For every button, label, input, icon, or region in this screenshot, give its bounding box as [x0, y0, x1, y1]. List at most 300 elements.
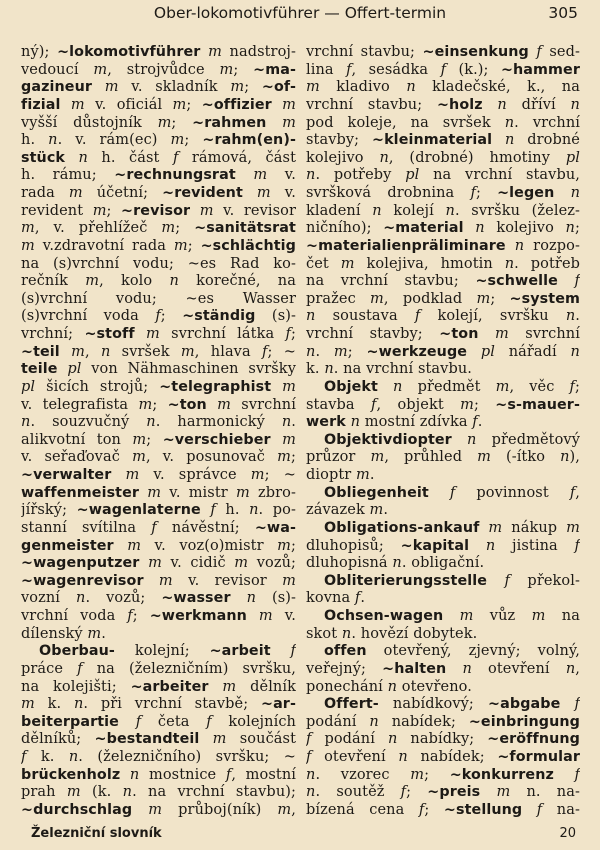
grammar-tag: m — [208, 44, 222, 60]
headword: ~durchschlag — [21, 801, 133, 818]
dictionary-line — [21, 467, 296, 485]
definition-text: ; — [106, 202, 122, 219]
grammar-tag: n — [445, 202, 455, 219]
grammar-tag: f — [504, 572, 510, 589]
grammar-tag: pl — [565, 149, 580, 166]
definition-text: v. správce — [139, 467, 251, 483]
definition-text: , — [575, 484, 580, 501]
grammar-tag: f — [470, 185, 476, 201]
grammar-tag: m — [494, 326, 509, 342]
definition-text: ; — [424, 801, 444, 818]
grammar-tag: f — [370, 396, 377, 413]
grammar-tag: f — [449, 484, 456, 501]
grammar-tag: n — [387, 731, 398, 748]
definition-text — [247, 608, 259, 624]
definition-text: ; — [146, 431, 163, 448]
grammar-tag: n — [369, 713, 379, 730]
dictionary-line — [21, 520, 296, 538]
header-title: Ober-lokomotivführer — Offert-termin — [153, 4, 447, 22]
dictionary-line — [306, 150, 580, 168]
definition-text: ; ~ — [264, 467, 296, 483]
definition-text: drobné — [514, 132, 580, 149]
definition-text: . v. rám(ec) — [57, 132, 171, 149]
definition-text: kolejní; — [114, 643, 210, 660]
dictionary-line — [306, 397, 580, 415]
grammar-tag: m — [370, 290, 384, 307]
definition-text: bízená cena — [306, 801, 419, 818]
headword: Objektivdiopter — [324, 431, 452, 448]
definition-text: stavby; — [306, 132, 372, 149]
grammar-tag: f — [285, 326, 291, 342]
definition-text: nabídky; — [397, 731, 488, 748]
dictionary-line — [21, 573, 296, 591]
dictionary-line — [306, 573, 580, 591]
headword: ~teil — [21, 343, 60, 360]
definition-text: na vrchní stavbu; — [306, 273, 476, 290]
grammar-tag: f — [574, 696, 580, 713]
definition-text: dluhopisů; — [306, 537, 401, 554]
headword: ~einsenkung — [422, 44, 529, 60]
grammar-tag: n — [570, 96, 580, 113]
dictionary-line — [306, 802, 580, 820]
dictionary-line — [21, 132, 296, 150]
headword: ~einbringung — [468, 713, 580, 730]
grammar-tag — [364, 820, 373, 821]
dictionary-line — [306, 555, 580, 573]
grammar-tag: m — [282, 114, 296, 131]
definition-text — [201, 502, 211, 518]
grammar-tag: n — [570, 343, 580, 360]
definition-text — [58, 361, 68, 377]
grammar-tag: n — [393, 378, 403, 395]
grammar-tag: m — [158, 572, 173, 589]
definition-text: , (drobné) hmotiny — [388, 149, 566, 166]
grammar-tag: m — [132, 449, 146, 466]
grammar-tag: m — [277, 801, 292, 818]
definition-text: (s)- — [255, 308, 296, 325]
headword: ~werkzeuge — [366, 343, 468, 360]
definition-text — [231, 590, 247, 606]
definition-text: k. — [306, 361, 325, 378]
grammar-tag: m — [234, 555, 249, 572]
dictionary-line — [306, 520, 580, 538]
grammar-tag: n — [306, 167, 316, 184]
grammar-tag: m — [333, 343, 348, 360]
definition-text: ; — [475, 185, 498, 201]
dictionary-line — [21, 608, 296, 626]
dictionary-line — [306, 696, 580, 714]
definition-text: (s)- — [256, 590, 296, 607]
definition-text: v. oficiál — [84, 96, 173, 113]
grammar-tag: n — [169, 273, 179, 290]
headword: Oberbau- — [39, 643, 115, 660]
dictionary-line — [21, 326, 296, 344]
definition-text: kolejiva, hmotin — [354, 255, 505, 272]
definition-text: , kolo — [99, 273, 170, 290]
grammar-tag: f — [418, 801, 425, 818]
definition-text: , objekt — [376, 396, 461, 413]
definition-text: skot — [306, 625, 342, 642]
dictionary-line — [306, 608, 580, 626]
grammar-tag: n — [475, 220, 485, 237]
grammar-tag: n — [504, 114, 515, 131]
headword: ~holz — [436, 96, 483, 113]
definition-text: předmět — [402, 378, 496, 395]
grammar-tag: n — [73, 696, 84, 713]
headword: ~ständig — [182, 308, 256, 325]
definition-text: . — [477, 414, 483, 431]
definition-text — [114, 538, 128, 554]
headword: ~wasser — [161, 590, 231, 607]
grammar-tag: m — [476, 290, 491, 307]
dictionary-line — [21, 502, 296, 520]
definition-text: ; — [473, 396, 496, 413]
definition-text: rozpo- — [524, 237, 580, 254]
grammar-tag: m — [93, 61, 108, 78]
grammar-tag: pl — [480, 343, 495, 360]
grammar-tag: n — [467, 431, 477, 448]
definition-text: nákup — [502, 519, 567, 536]
definition-text: ; — [347, 343, 367, 360]
definition-text — [558, 273, 575, 289]
definition-text: prah — [21, 784, 67, 801]
grammar-tag: m — [253, 167, 268, 184]
definition-text: (k.); — [446, 61, 501, 78]
definition-text — [469, 538, 486, 554]
grammar-tag: m — [68, 185, 83, 201]
grammar-tag: n — [324, 361, 334, 378]
headword: Offert- — [324, 696, 379, 713]
definition-text: k. — [34, 696, 74, 713]
definition-text — [218, 820, 253, 821]
grammar-tag: n — [129, 766, 140, 783]
definition-text: ; — [186, 96, 202, 113]
definition-text: ; — [575, 220, 580, 237]
definition-text: na vrchní stavbu, — [419, 167, 580, 184]
definition-text: pod koleje, na svršek — [306, 114, 505, 131]
dictionary-line — [306, 767, 580, 785]
page-number: 305 — [548, 4, 578, 22]
definition-text — [61, 97, 71, 113]
definition-text — [271, 432, 282, 448]
definition-text — [120, 767, 130, 783]
definition-text: vyšší důstojník — [21, 114, 158, 131]
definition-text: dříví — [506, 96, 571, 113]
definition-text: , sesádka — [351, 61, 441, 78]
definition-text — [487, 573, 504, 589]
grammar-tag: pl — [67, 361, 82, 378]
grammar-tag: pl — [405, 167, 420, 184]
definition-text: ; — [424, 766, 450, 783]
dictionary-line — [21, 62, 296, 80]
grammar-tag: f — [206, 713, 212, 730]
grammar-tag: f — [225, 766, 232, 783]
grammar-tag: n — [100, 343, 111, 360]
grammar-tag: n — [504, 255, 515, 272]
definition-text — [522, 802, 537, 818]
grammar-tag: m — [71, 343, 85, 360]
dictionary-line — [21, 167, 296, 185]
headword: Ochsen-wagen — [324, 608, 444, 624]
definition-text: ; — [171, 114, 193, 131]
definition-text: v.zdravotní rada — [34, 237, 174, 254]
dictionary-line — [306, 485, 580, 503]
definition-text: ; — [233, 61, 254, 78]
definition-text: . potřeby — [315, 167, 406, 184]
grammar-tag: f — [77, 660, 83, 677]
definition-text — [373, 820, 463, 821]
definition-text: v. — [270, 185, 296, 201]
definition-text: h. část — [87, 149, 173, 166]
definition-text: , — [291, 801, 296, 818]
dictionary-line — [21, 256, 296, 274]
headword: ~hammer — [500, 61, 580, 78]
grammar-tag: n — [341, 625, 352, 642]
grammar-tag: m — [531, 608, 546, 624]
definition-text — [243, 185, 257, 201]
definition-text: ; — [132, 608, 150, 624]
dictionary-line — [306, 502, 580, 520]
headword: Objekt — [324, 378, 378, 395]
grammar-tag: n — [306, 784, 316, 801]
dictionary-line — [21, 432, 296, 450]
grammar-tag: m — [85, 273, 100, 290]
grammar-tag: m — [199, 202, 214, 219]
headword: offen — [324, 643, 367, 660]
definition-text — [554, 767, 575, 783]
definition-text: vrchní stavbu; — [306, 96, 437, 113]
definition-text: jistina — [495, 537, 575, 554]
headword: ~material — [383, 220, 464, 237]
definition-text: kladení — [306, 202, 373, 219]
definition-text: v. telegrafista — [21, 396, 139, 413]
definition-text: n. na- — [510, 784, 580, 801]
grammar-tag: m — [87, 625, 102, 642]
definition-text: . — [291, 414, 296, 431]
definition-text: kolejních — [211, 713, 296, 730]
headword: ~bestandteil — [94, 731, 200, 748]
grammar-tag: m — [217, 396, 231, 413]
grammar-tag: m — [410, 766, 425, 783]
headword: ~preis — [427, 784, 481, 801]
definition-text — [199, 731, 212, 747]
definition-text: h. — [215, 502, 250, 519]
definition-text — [492, 132, 505, 148]
definition-text: h. — [21, 132, 49, 149]
grammar-tag: m — [258, 608, 273, 624]
dictionary-line — [306, 731, 580, 749]
definition-text: návěstní; — [156, 519, 255, 536]
definition-text — [132, 802, 148, 818]
headword: ~telegraphist — [159, 378, 272, 395]
definition-text: stanní svítilna — [21, 519, 152, 536]
definition-text: svrchní látka — [159, 326, 286, 342]
dictionary-line — [306, 432, 580, 450]
definition-text — [271, 379, 282, 395]
grammar-tag: n — [306, 343, 316, 360]
definition-text: práce — [21, 660, 78, 677]
dictionary-line — [21, 731, 296, 749]
definition-text: . při vrchní stavbě; — [83, 696, 261, 713]
dictionary-line — [306, 379, 580, 397]
grammar-tag: f — [172, 149, 179, 166]
definition-text: kolejivo — [484, 220, 566, 237]
grammar-tag: m — [172, 96, 187, 113]
headword: genmeister — [21, 537, 114, 554]
definition-text: v. skladník — [118, 79, 231, 96]
dictionary-line — [21, 79, 296, 97]
grammar-tag: m — [138, 396, 153, 413]
definition-text: k. — [26, 749, 69, 765]
headword: werk — [306, 414, 346, 431]
grammar-tag: m — [277, 537, 291, 554]
definition-text — [429, 485, 450, 501]
running-header — [0, 4, 600, 26]
dictionary-line — [306, 238, 580, 256]
headword: ~offizier — [201, 96, 272, 113]
grammar-tag: m — [21, 696, 35, 713]
definition-text: dílenský — [21, 625, 88, 642]
definition-text: svrchní — [508, 326, 580, 342]
definition-text: . — [369, 467, 375, 483]
definition-text: sed- — [541, 44, 580, 60]
definition-text: otevření — [471, 660, 566, 677]
headword: ~s-mauer- — [495, 396, 580, 413]
dictionary-line — [306, 538, 580, 556]
definition-text: nabídek; — [407, 749, 498, 765]
dictionary-line — [21, 379, 296, 397]
definition-text: , hlava — [194, 343, 262, 360]
definition-text: v. revisor — [213, 202, 296, 219]
definition-text — [378, 379, 393, 395]
grammar-tag: n — [146, 414, 156, 431]
grammar-tag: f — [155, 308, 161, 325]
grammar-tag: f — [306, 749, 312, 765]
definition-text: vozní — [21, 590, 76, 607]
definition-text: četa — [141, 713, 207, 730]
definition-text: . — [575, 308, 580, 325]
headword: ~wagenrevisor — [21, 572, 144, 589]
dictionary-line — [21, 643, 296, 661]
grammar-tag: m — [148, 555, 162, 572]
headword: ~kleinmaterial — [372, 132, 493, 149]
headword: ~werkmann — [149, 608, 247, 624]
right-column — [306, 44, 580, 820]
definition-text: na (železničním) svršku, — [82, 660, 296, 677]
definition-text: průzor — [306, 449, 371, 466]
definition-text — [266, 115, 282, 131]
footer-book-title: Železniční slovník — [31, 826, 162, 841]
headword: ~schwelle — [475, 273, 558, 290]
definition-text — [60, 344, 71, 360]
definition-text: veřejný; — [306, 660, 383, 677]
headword: ~revident — [162, 185, 243, 201]
definition-text: podání — [311, 731, 388, 748]
dictionary-line — [21, 485, 296, 503]
definition-text: zbro- — [249, 484, 296, 501]
dictionary-line — [306, 167, 580, 185]
grammar-tag: n — [514, 237, 525, 254]
grammar-tag: f — [574, 537, 580, 554]
grammar-tag: n — [379, 149, 389, 166]
grammar-tag: m — [488, 519, 503, 536]
definition-text: průboj(ník) — [162, 801, 278, 818]
grammar-tag: f — [210, 502, 216, 519]
dictionary-line — [306, 820, 580, 821]
grammar-tag: f — [400, 784, 407, 801]
headword: ~system — [509, 290, 580, 307]
grammar-tag: f — [536, 801, 543, 818]
definition-text — [480, 784, 496, 800]
grammar-tag: m — [230, 79, 245, 96]
dictionary-line — [21, 767, 296, 785]
headword: waffenmeister — [21, 484, 140, 501]
dictionary-line — [21, 449, 296, 467]
definition-text: ; — [184, 132, 203, 149]
dictionary-line — [306, 679, 580, 697]
definition-text — [554, 185, 570, 201]
definition-text: dioptr — [306, 467, 356, 483]
headword: ~arbeiter — [130, 678, 209, 695]
dictionary-line — [306, 203, 580, 221]
definition-text — [207, 397, 217, 413]
definition-text: (k. — [80, 784, 123, 801]
definition-text: . vrchní — [514, 114, 580, 131]
definition-text: ničního); — [306, 220, 384, 237]
grammar-tag: f — [472, 414, 478, 431]
definition-text: rečník — [21, 273, 86, 290]
dictionary-line — [306, 414, 580, 432]
definition-text: . vzorec — [315, 766, 411, 783]
grammar-tag: m — [477, 449, 491, 466]
definition-text — [446, 661, 462, 677]
definition-text — [443, 608, 459, 624]
definition-text: dělníků; — [21, 731, 95, 748]
definition-text — [65, 150, 78, 166]
grammar-tag: m — [219, 61, 234, 78]
grammar-tag: m — [277, 449, 291, 466]
grammar-tag: n — [392, 555, 402, 572]
grammar-tag: m — [157, 114, 172, 131]
headword: fizial — [21, 96, 61, 113]
dictionary-line — [21, 291, 296, 309]
definition-text: h. rámu; — [21, 167, 115, 184]
grammar-tag: m — [306, 79, 320, 96]
definition-text: vrchní voda — [21, 608, 128, 624]
definition-text: jířský; — [21, 502, 77, 519]
grammar-tag: f — [135, 713, 142, 730]
dictionary-line — [21, 238, 296, 256]
dictionary-line — [21, 661, 296, 679]
definition-text: . — [383, 502, 389, 519]
definition-text: svršek — [110, 343, 181, 360]
headword: ~rahmen — [192, 114, 267, 131]
grammar-tag: n — [462, 660, 472, 677]
grammar-tag: n — [372, 202, 382, 219]
definition-text: , mostní — [231, 766, 296, 783]
dictionary-line — [306, 590, 580, 608]
grammar-tag: f — [440, 61, 447, 78]
definition-text: v. — [267, 167, 296, 184]
definition-text: ; — [244, 79, 262, 96]
definition-text: . hovězí dobytek. — [351, 625, 478, 642]
headword — [487, 820, 553, 821]
definition-text: . vozů; — [85, 590, 162, 607]
dictionary-line — [21, 626, 296, 644]
grammar-tag: n — [246, 590, 257, 607]
dictionary-line — [21, 714, 296, 732]
headword: ~ton — [439, 326, 479, 342]
